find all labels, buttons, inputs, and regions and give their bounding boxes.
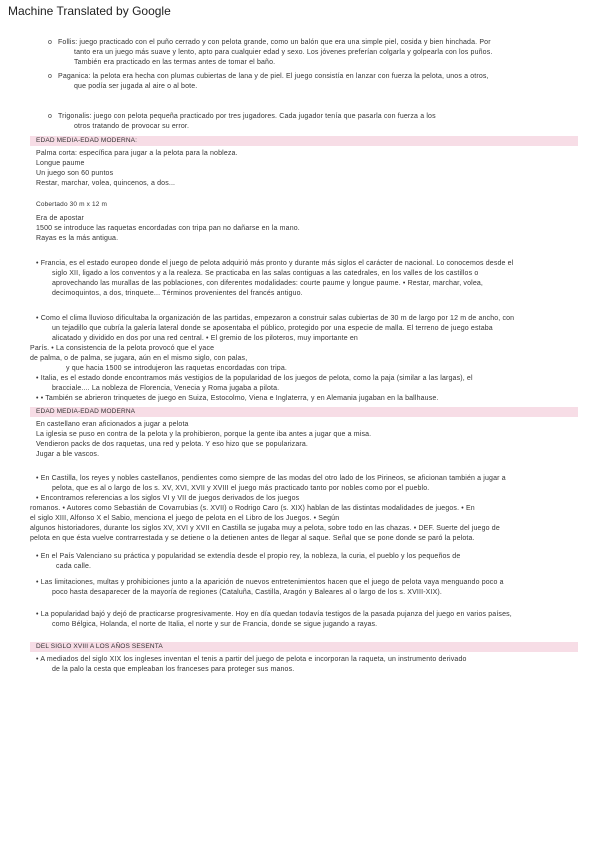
item-line: tanto era un juego más suave y lento, apto para cualquier edad y sexo. Los jóvenes preferían colgarla y golpearla con los puños. (74, 49, 493, 56)
list-item (30, 394, 578, 404)
item-line: A mediados del siglo XIX los ingleses inventan el tenis a partir del juego de pelota e incorporan la raqueta, un instrumento derivado (40, 656, 467, 663)
bullet-marker: o (48, 39, 53, 46)
list-item (30, 552, 578, 572)
item-line: cada calle. (56, 563, 92, 570)
item-line: También era practicado en las termas antes de tomar el baño. (74, 59, 276, 66)
list-item (30, 72, 578, 92)
list-item (30, 494, 578, 504)
item-line: Paganica: la pelota era hecha con plumas cubiertas de lana y de piel. El juego consistía en lanzar con fuerza la pelota, unos a otros, (58, 73, 489, 80)
document-body (30, 38, 578, 675)
text-line: Jugar a ble vascos. (36, 451, 100, 458)
item-line: como Bélgica, Holanda, el norte de Italia, el norte y sur de Francia, donde se sigue jugando a rayas. (52, 621, 378, 628)
item-line: otros tratando de provocar su error. (74, 123, 190, 130)
list-item (30, 38, 578, 68)
bullet-marker: • (36, 375, 39, 382)
bullet-marker: o (48, 113, 53, 120)
section-heading: EDAD MEDIA-EDAD MODERNA (30, 407, 578, 417)
item-line: que podía ser jugada al aire o al bote. (74, 83, 198, 90)
section-heading: DEL SIGLO XVIII A LOS AÑOS SESENTA (30, 642, 578, 652)
text-line: el siglo XIII, Alfonso X el Sabio, menciona el juego de pelota en el Libro de los Juegos. • Según (30, 515, 340, 522)
text-line: En castellano eran aficionados a jugar a pelota (36, 421, 189, 428)
text-line: romanos. • Autores como Sebastián de Covarrubias (s. XVII) o Rodrigo Caro (s. XIX) hablan de las distintas modalidades de juegos. • En (30, 505, 475, 512)
item-line: Trigonalis: juego con pelota pequeña practicado por tres jugadores. Cada jugador tenía que pasarla con fuerza a los (58, 113, 436, 120)
bullet-marker: • (36, 495, 39, 502)
list-item (30, 112, 578, 132)
text-line: Un juego son 60 puntos (36, 170, 114, 177)
text-line: de palma, o de palma, se jugara, aún en el mismo siglo, con palas, (30, 355, 248, 362)
text-line: París. • La consistencia de la pelota provocó que el yace (30, 345, 215, 352)
item-line: Follis: juego practicado con el puño cerrado y con pelota grande, como un balón que era una simple piel, cosida y bien hinchada. Por (58, 39, 491, 46)
list-item (30, 259, 578, 299)
item-line: Francia, es el estado europeo donde el juego de pelota adquirió más pronto y durante más siglos el carácter de nacional. Lo conocemos desde el (40, 260, 514, 267)
bullet-marker: • (36, 611, 39, 618)
item-line: de la palo la cesta que empleaban los franceses para proteger sus manos. (52, 666, 295, 673)
text-line: algunos historiadores, durante los siglos XV, XVI y XVII en Castilla se jugaba muy a pelota, sobre todo en las chazas. • DEF. Suerte del juego de (30, 525, 500, 532)
item-line: pelota, que es al o largo de los s. XV, XVI, XVII y XVIII el juego más practicado tanto por nobles como por el pueblo. (52, 485, 430, 492)
bullet-marker: • (36, 260, 39, 267)
text-line: Restar, marchar, volea, quincenos, a dos... (36, 180, 176, 187)
text-line: Cobertado 30 m x 12 m (36, 201, 108, 208)
list-item (30, 374, 578, 394)
text-line: La iglesia se puso en contra de la pelota y la prohibieron, porque la gente iba antes a jugar que a misa. (36, 431, 372, 438)
list-item (30, 655, 578, 675)
item-line: alicatado y dividido en dos por una red central. • El gremio de los piloteros, muy importante en (52, 335, 358, 342)
item-line: Como el clima lluvioso dificultaba la organización de las partidas, empezaron a construir salas cubiertas de 30 m de largo por 12 m de ancho, con (40, 315, 515, 322)
text-line: pelota en que ésta vuelve contrarrestada y se detiene o la detienen antes de llegar al saque. Señal que se pone donde se paró la pelota. (30, 535, 475, 542)
text-line: 1500 se introduce las raquetas encordadas con tripa pan no dañarse en la mano. (36, 225, 300, 232)
item-line: Las limitaciones, multas y prohibiciones junto a la aparición de nuevos entretenimientos hacen que el juego de pelota vaya menguando poco a (40, 579, 504, 586)
section-heading: EDAD MEDIA-EDAD MODERNA: (30, 136, 578, 146)
bullet-marker: • (36, 475, 39, 482)
bullet-marker: • (36, 315, 39, 322)
item-line: También se abrieron trinquetes de juego en Suiza, Estocolmo, Viena e Inglaterra, y en Alemania jugaban en la ballhause. (45, 395, 439, 402)
item-line: Italia, es el estado donde encontramos más vestigios de la popularidad de los juegos de pelota, como la paja (similar a las largas), el (40, 375, 473, 382)
item-line: La popularidad bajó y dejó de practicarse progresivamente. Hoy en día quedan todavía testigos de la pasada pujanza del juego en varios países, (40, 611, 512, 618)
list-item (30, 474, 578, 494)
text-line: Rayas es la más antigua. (36, 235, 119, 242)
bullet-marker: • (36, 553, 39, 560)
text-line: Era de apostar (36, 215, 85, 222)
item-line: poco hasta desaparecer de la mayoría de regiones (Cataluña, Castilla, Aragón y Baleares al o largo de los s. XVIII-XIX). (52, 589, 442, 596)
text-line: Longue paume (36, 160, 85, 167)
list-item (30, 314, 578, 344)
text-line: Palma corta: específica para jugar a la pelota para la nobleza. (36, 150, 238, 157)
bullet-marker: • • (36, 395, 44, 402)
text-line: y que hacia 1500 se introdujeron las raquetas encordadas con tripa. (66, 365, 287, 372)
list-item (30, 610, 578, 630)
item-line: En el País Valenciano su práctica y popularidad se extendía desde el propio rey, la nobleza, la curia, el pueblo y los pequeños de (40, 553, 461, 560)
text-line: Vendieron packs de dos raquetas, una red y pelota. Y eso hizo que se popularizara. (36, 441, 308, 448)
item-line: bracciale.... La nobleza de Florencia, Venecia y Roma jugaba a pilota. (52, 385, 280, 392)
item-line: un tejadillo que cubría la galería lateral donde se aposentaba el público, protegido por una especie de malla. El terreno de juego estaba (52, 325, 493, 332)
item-line: Encontramos referencias a los siglos VI y VII de juegos derivados de los juegos (40, 495, 300, 502)
list-item (30, 578, 578, 598)
bullet-marker: • (36, 656, 39, 663)
item-line: En Castilla, los reyes y nobles castellanos, pendientes como siempre de las modas del otro lado de los Pirineos, se aficionan también a jugar a (40, 475, 506, 482)
item-line: siglo XII, ligado a los conventos y a la realeza. Se practicaba en las salas contiguas a las catedrales, en los valles de los castillos o (52, 270, 479, 277)
translation-banner: Machine Translated by Google (8, 4, 171, 18)
item-line: aprovechando las murallas de las poblaciones, con diferentes modalidades: courte paume y longue paume. • Restar, marchar, volea, (52, 280, 483, 287)
bullet-marker: • (36, 579, 39, 586)
item-line: decimoquintos, a dos, trinquete... Términos provenientes del francés antiguo. (52, 290, 303, 297)
bullet-marker: o (48, 73, 53, 80)
